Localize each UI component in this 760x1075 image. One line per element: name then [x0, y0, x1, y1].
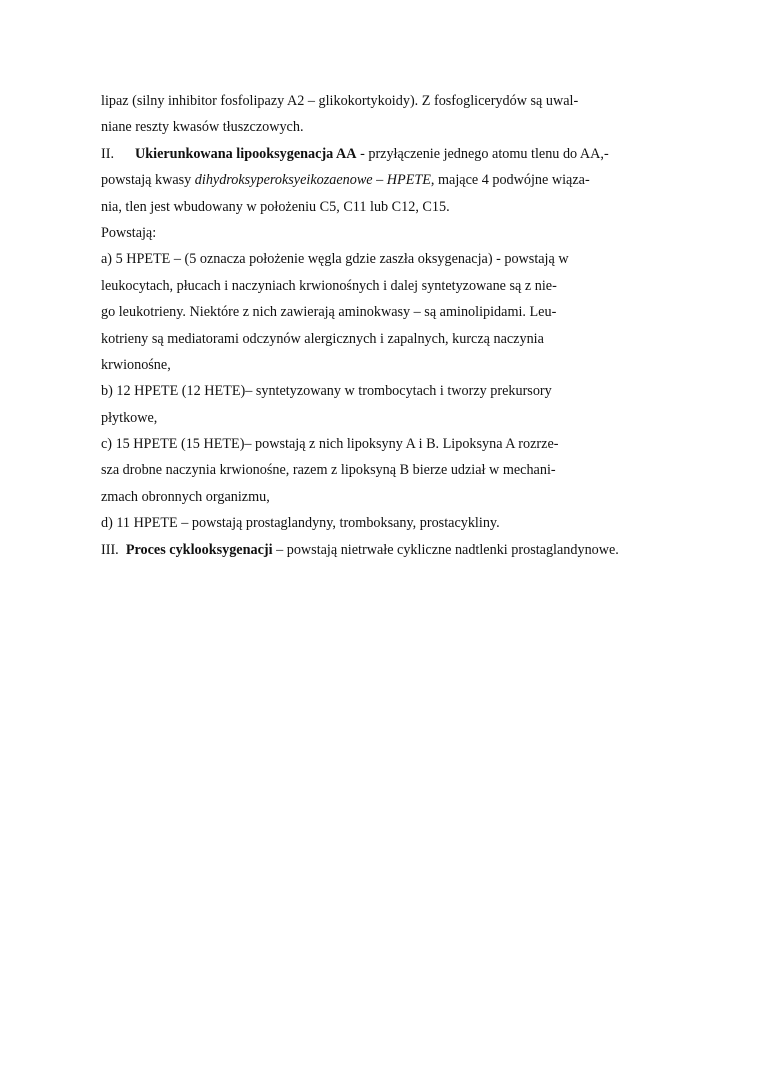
text-line	[101, 88, 701, 114]
line-text: płytkowe,	[101, 409, 158, 426]
text-line	[101, 114, 701, 140]
list-item-c	[101, 431, 701, 457]
text-line	[101, 273, 701, 299]
line-text: c) 15 HPETE (15 HETE)– powstają z nich lipoksyny A i B. Lipoksyna A rozrze-	[101, 436, 559, 453]
text-line	[101, 484, 701, 510]
line-text: kotrieny są mediatorami odczynów alergicznych i zapalnych, kurczą naczynia	[101, 330, 544, 347]
text-line	[101, 167, 701, 193]
section-title: Ukierunkowana lipooksygenacja AA	[135, 145, 357, 162]
line-text: nia, tlen jest wbudowany w położeniu C5, C11 lub C12, C15.	[101, 198, 450, 215]
text-line	[101, 220, 701, 246]
line-text: a) 5 HPETE – (5 oznacza położenie węgla gdzie zaszła oksygenacja) - powstają w	[101, 251, 569, 268]
list-item-a	[101, 246, 701, 272]
line-text: Powstają:	[101, 224, 157, 241]
section-number: III.	[101, 541, 119, 558]
line-text: sza drobne naczynia krwionośne, razem z lipoksyną B bierze udział w mechani-	[101, 462, 556, 479]
list-item-d	[101, 510, 701, 536]
text-line	[101, 299, 701, 325]
line-text: d) 11 HPETE – powstają prostaglandyny, tromboksany, prostacykliny.	[101, 515, 500, 532]
section-heading-iii	[101, 537, 701, 563]
line-text: niane reszty kwasów tłuszczowych.	[101, 119, 304, 136]
text-line	[101, 457, 701, 483]
document-body	[101, 88, 701, 563]
line-text: go leukotrieny. Niektóre z nich zawierają aminokwasy – są aminolipidami. Leu-	[101, 304, 557, 321]
line-text: krwionośne,	[101, 356, 171, 373]
line-text: lipaz (silny inhibitor fosfolipazy A2 – glikokortykoidy). Z fosfoglicerydów są uwal-	[101, 93, 579, 109]
line-text: zmach obronnych organizmu,	[101, 488, 270, 505]
line-text: leukocytach, płucach i naczyniach krwionośnych i dalej syntetyzowane są z nie-	[101, 277, 557, 294]
line-text: , mające 4 podwójne wiąza-	[430, 172, 590, 189]
section-title: Proces cyklooksygenacji	[125, 541, 273, 558]
line-text: b) 12 HPETE (12 HETE)– syntetyzowany w trombocytach i tworzy prekursory	[101, 383, 552, 400]
text-line	[101, 326, 701, 352]
section-number: II.	[101, 145, 114, 162]
text-line	[101, 194, 701, 220]
section-heading-ii	[101, 141, 701, 167]
section-text: – powstają nietrwałe cykliczne nadtlenki prostaglandynowe.	[272, 541, 619, 558]
text-line	[101, 405, 701, 431]
list-item-b	[101, 378, 701, 404]
section-text: - przyłączenie jednego atomu tlenu do AA,-	[356, 145, 609, 162]
line-text: powstają kwasy	[101, 172, 195, 189]
text-line	[101, 352, 701, 378]
italic-term: dihydroksyperoksyeikozaenowe – HPETE	[194, 172, 431, 189]
